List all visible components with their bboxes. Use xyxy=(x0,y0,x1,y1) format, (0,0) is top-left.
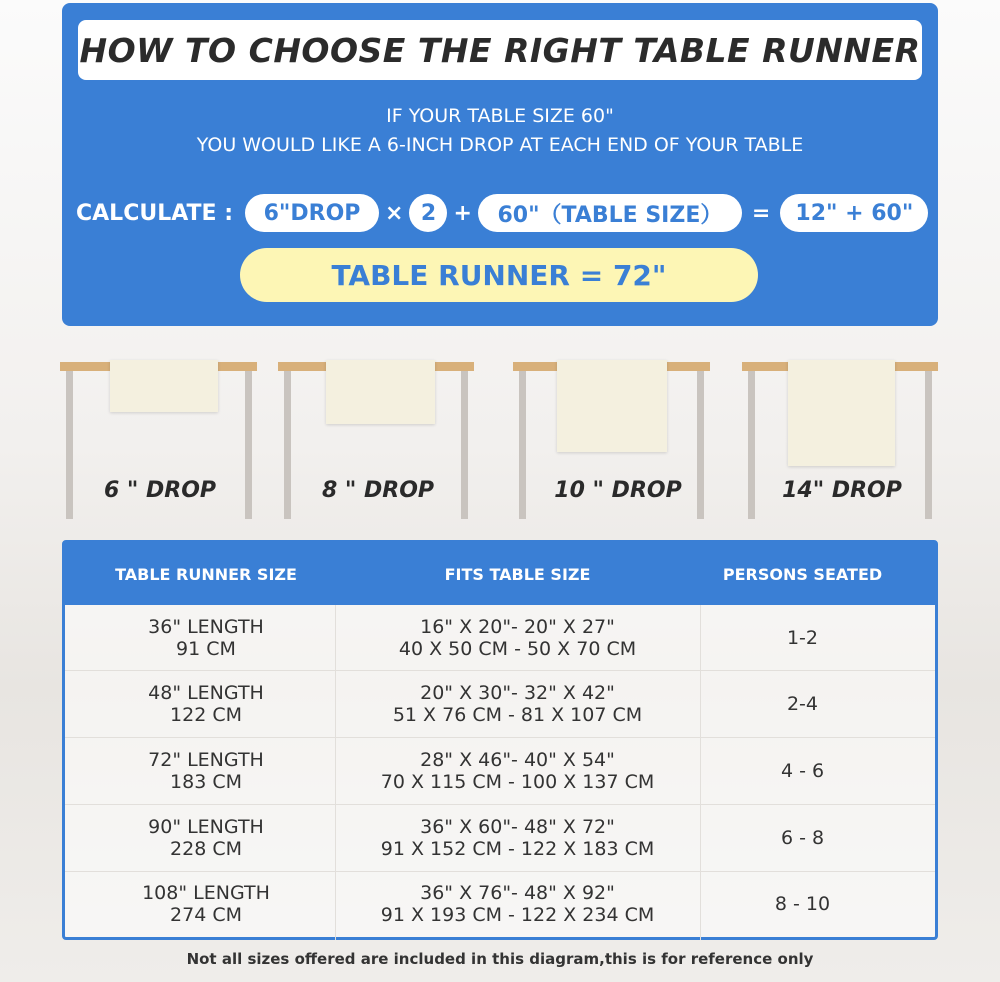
plus-sign: + xyxy=(453,200,472,226)
table-leg xyxy=(697,371,704,519)
runner-length: 108" LENGTH xyxy=(142,882,270,904)
equals-sign: = xyxy=(751,200,771,226)
header-persons-seated: PERSONS SEATED xyxy=(722,564,883,584)
drop-illustration-14 xyxy=(742,360,938,520)
times-sign: × xyxy=(385,200,404,226)
header-fits-table-size: FITS TABLE SIZE xyxy=(444,564,591,584)
table-leg xyxy=(461,371,468,519)
fits-cm: 70 X 115 CM - 100 X 137 CM xyxy=(380,770,655,793)
drop-illustration-10 xyxy=(513,360,710,520)
drop-illustration-6 xyxy=(60,360,257,520)
persons-seated-cell: 8 - 10 xyxy=(774,893,831,915)
table-row xyxy=(65,670,935,738)
runner-length: 48" LENGTH xyxy=(148,681,264,704)
table-header xyxy=(65,543,935,605)
table-row xyxy=(65,804,935,872)
runner-cm: 228 CM xyxy=(170,837,242,860)
table-leg xyxy=(748,371,755,519)
fits-inches: 36" X 60"- 48" X 72" xyxy=(420,815,615,838)
runner-cm: 183 CM xyxy=(170,770,242,793)
disclaimer-note: Not all sizes offered are included in this diagram,this is for reference only xyxy=(186,950,814,968)
fits-cm: 40 X 50 CM - 50 X 70 CM xyxy=(398,637,637,660)
fits-cm: 51 X 76 CM - 81 X 107 CM xyxy=(392,703,643,726)
fits-table-size-cell xyxy=(335,871,700,937)
runner-image xyxy=(326,360,435,424)
example-line-1: IF YOUR TABLE SIZE 60" xyxy=(386,105,614,127)
calculation-panel xyxy=(62,3,938,326)
fits-table-size-cell xyxy=(335,804,700,871)
fits-inches: 28" X 46"- 40" X 54" xyxy=(420,748,615,771)
table-leg xyxy=(66,371,73,519)
page-title: HOW TO CHOOSE THE RIGHT TABLE RUNNER xyxy=(78,20,922,80)
drop-label: 14" DROP xyxy=(782,478,902,503)
table-leg xyxy=(284,371,291,519)
runner-cm: 122 CM xyxy=(170,703,242,726)
table-leg xyxy=(519,371,526,519)
fits-table-size-cell xyxy=(335,605,700,670)
persons-seated-cell: 6 - 8 xyxy=(780,826,825,849)
runner-image xyxy=(557,360,667,452)
table-leg xyxy=(925,371,932,519)
factor-pill: 2 xyxy=(409,194,447,232)
fits-cm: 91 X 193 CM - 122 X 234 CM xyxy=(380,904,655,926)
runner-image xyxy=(788,360,895,466)
persons-seated-cell: 2-4 xyxy=(786,692,819,715)
calculate-label: CALCULATE : xyxy=(76,200,234,226)
table-row xyxy=(65,605,935,671)
table-size-pill: 60"（TABLE SIZE） xyxy=(478,194,742,232)
runner-size-cell xyxy=(65,871,347,937)
fits-table-size-cell xyxy=(335,737,700,804)
runner-size-cell xyxy=(65,804,347,871)
drop-label: 10 " DROP xyxy=(554,478,682,503)
calculation-row xyxy=(76,193,928,233)
table-leg xyxy=(245,371,252,519)
size-table xyxy=(62,540,938,940)
runner-image xyxy=(110,360,218,412)
header-runner-size: TABLE RUNNER SIZE xyxy=(115,564,297,584)
drop-label: 8 " DROP xyxy=(321,478,435,503)
table-row xyxy=(65,737,935,805)
runner-size-cell xyxy=(65,670,347,737)
fits-inches: 20" X 30"- 32" X 42" xyxy=(420,681,615,704)
persons-seated-cell: 1-2 xyxy=(786,626,819,649)
runner-length: 72" LENGTH xyxy=(148,748,264,771)
runner-length: 90" LENGTH xyxy=(148,815,264,838)
runner-size-cell xyxy=(65,737,347,804)
fits-cm: 91 X 152 CM - 122 X 183 CM xyxy=(380,837,655,860)
fits-inches: 36" X 76"- 48" X 92" xyxy=(420,882,615,904)
fits-table-size-cell xyxy=(335,670,700,737)
drop-label: 6 " DROP xyxy=(103,478,217,503)
drop-illustration-8 xyxy=(278,360,474,520)
sum-pill: 12" + 60" xyxy=(780,194,928,232)
runner-size-cell xyxy=(65,605,347,670)
fits-inches: 16" X 20"- 20" X 27" xyxy=(420,615,615,638)
runner-length: 36" LENGTH xyxy=(148,615,264,638)
table-row xyxy=(65,871,935,937)
runner-cm: 91 CM xyxy=(176,637,236,660)
example-line-2: YOU WOULD LIKE A 6-INCH DROP AT EACH END OF YOUR TABLE xyxy=(196,134,804,156)
drop-pill: 6"DROP xyxy=(245,194,379,232)
result-pill: TABLE RUNNER = 72" xyxy=(240,248,758,302)
persons-seated-cell: 4 - 6 xyxy=(780,759,825,782)
runner-cm: 274 CM xyxy=(170,904,242,926)
